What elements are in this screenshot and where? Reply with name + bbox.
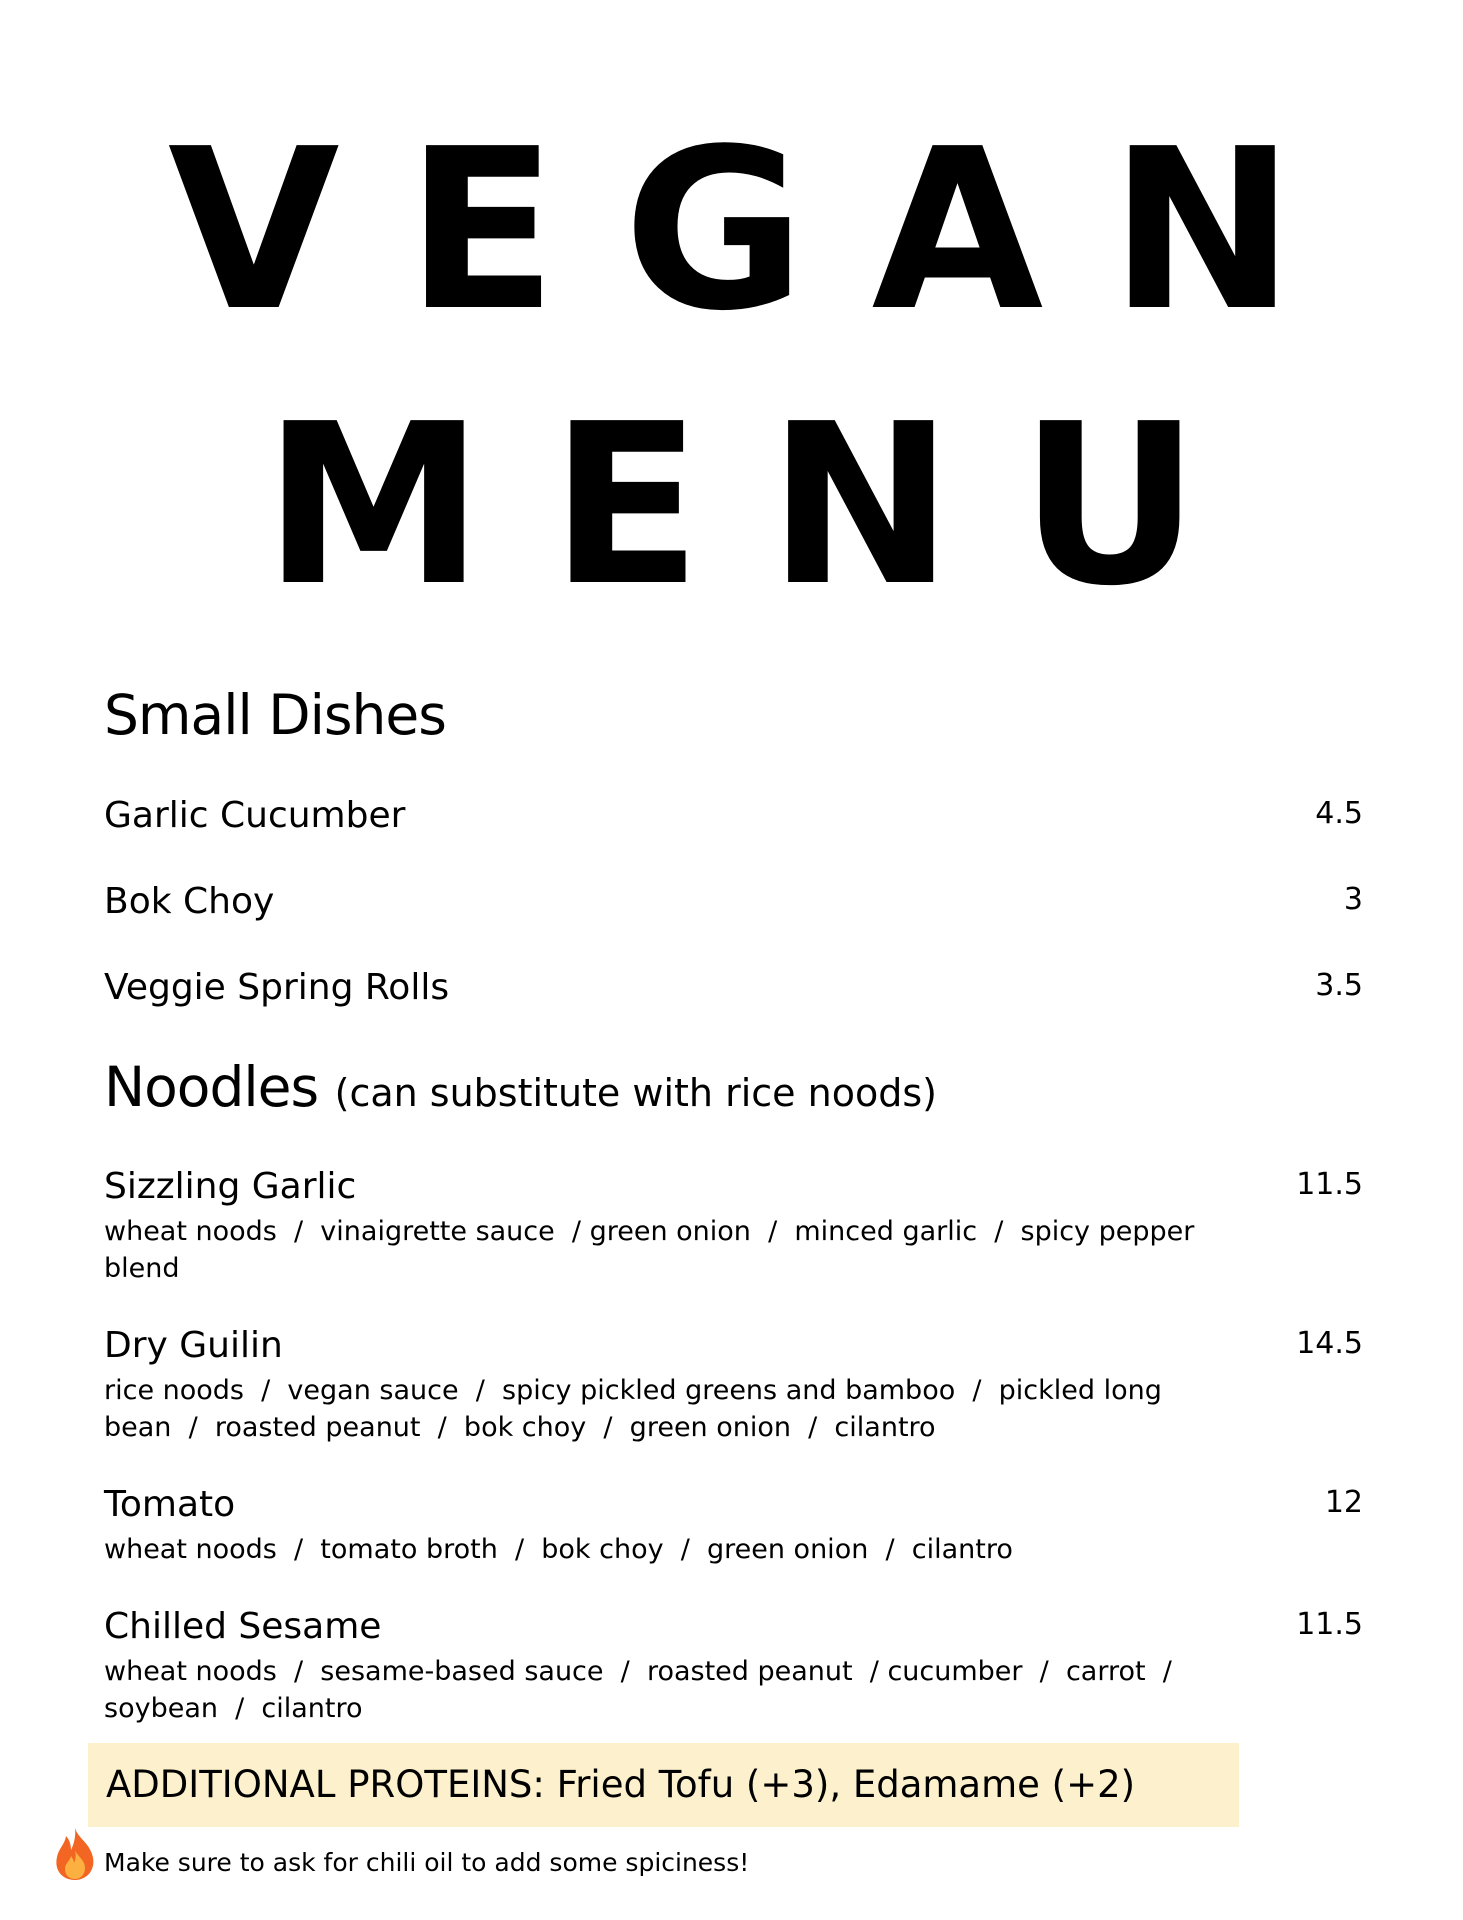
menu-item-name: Tomato bbox=[104, 1484, 236, 1525]
menu-item-description: rice noods / vegan sauce / spicy pickled greens and bamboo / pickled long bean / roasted peanut / bok choy / green onion / cilantro bbox=[104, 1375, 1171, 1443]
menu-item-name: Dry Guilin bbox=[104, 1325, 283, 1366]
menu-item-price: 3 bbox=[1343, 882, 1363, 917]
menu-item-description: wheat noods / sesame-based sauce / roasted peanut / cucumber / carrot / soybean / cilantro bbox=[104, 1656, 1190, 1724]
menu-item-name: Garlic Cucumber bbox=[104, 795, 406, 836]
noodles-heading-text: Noodles bbox=[104, 1055, 319, 1119]
menu-item-description: wheat noods / vinaigrette sauce / green onion / minced garlic / spicy pepper blend bbox=[104, 1216, 1203, 1284]
menu-item-name: Bok Choy bbox=[104, 881, 275, 922]
menu-item-description: wheat noods / tomato broth / bok choy / green onion / cilantro bbox=[104, 1534, 1013, 1565]
section-heading-small-dishes: Small Dishes bbox=[104, 683, 446, 747]
menu-item-name: Chilled Sesame bbox=[104, 1606, 382, 1647]
menu-item-name: Veggie Spring Rolls bbox=[104, 967, 450, 1008]
section-heading-noodles bbox=[104, 1057, 937, 1118]
menu-item-price: 12 bbox=[1324, 1485, 1363, 1520]
additional-proteins-banner: ADDITIONAL PROTEINS: Fried Tofu (+3), Edamame (+2) bbox=[88, 1743, 1239, 1827]
menu-item-price: 3.5 bbox=[1315, 968, 1363, 1003]
menu-item-price: 11.5 bbox=[1296, 1607, 1363, 1642]
menu-item-price: 14.5 bbox=[1296, 1326, 1363, 1361]
noodles-heading-note: (can substitute with rice noods) bbox=[334, 1071, 937, 1115]
menu-item-price: 11.5 bbox=[1296, 1167, 1363, 1202]
menu-item-name: Sizzling Garlic bbox=[104, 1166, 357, 1207]
footer-note: Make sure to ask for chili oil to add some spiciness! bbox=[104, 1848, 750, 1877]
title-menu: MENU bbox=[263, 377, 1266, 635]
menu-item-price: 4.5 bbox=[1315, 796, 1363, 831]
title-vegan: VEGAN bbox=[167, 102, 1362, 360]
fire-icon bbox=[52, 1826, 98, 1882]
